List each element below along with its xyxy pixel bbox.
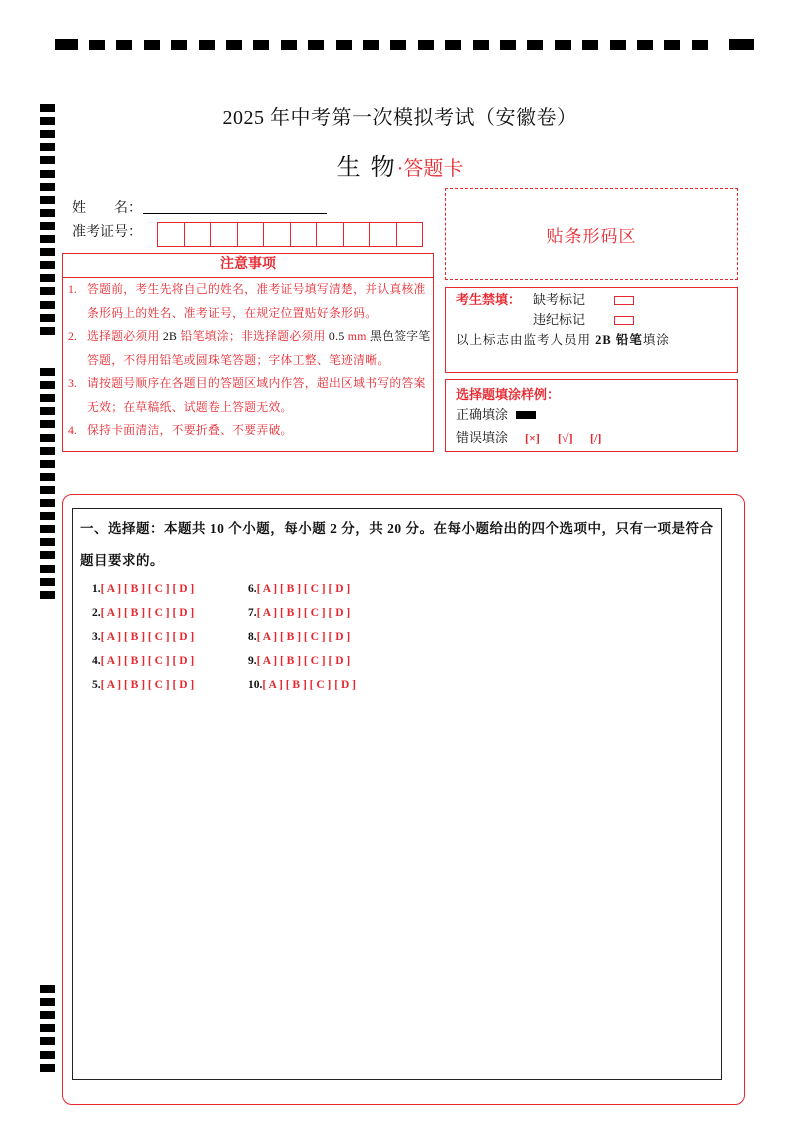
proctor-instruction-emphasis: 2B 铅笔 (595, 333, 643, 347)
question-row (92, 581, 194, 597)
note-text: 选择题必须用 (87, 329, 163, 343)
timing-mark (610, 40, 626, 50)
timing-mark (40, 130, 55, 138)
note-text-emphasis: 黑色签字笔 (370, 329, 431, 343)
timing-mark (40, 525, 55, 533)
notes-body (62, 277, 434, 452)
answer-options[interactable]: [ A ] [ B ] [ C ] [ D ] (100, 655, 195, 667)
timing-mark (40, 1011, 55, 1019)
question-row (248, 629, 350, 645)
timing-mark (582, 40, 598, 50)
timing-mark (40, 565, 55, 573)
name-field[interactable] (143, 213, 327, 214)
question-number: 6. (248, 583, 257, 595)
wrong-fill-check-example: [√] (558, 431, 573, 445)
timing-mark (116, 40, 132, 50)
question-row (248, 677, 356, 693)
question-row (248, 605, 350, 621)
timing-mark (40, 235, 55, 243)
timing-mark (664, 40, 680, 50)
timing-mark (40, 209, 55, 217)
exam-id-digit-box[interactable] (370, 223, 397, 246)
note-text: 答题，不得用铅笔或圆珠笔答题；字体工整、笔迹清晰。 (87, 352, 390, 367)
note-text: 保持卡面清洁，不要折叠、不要弄破。 (87, 423, 293, 437)
note-text-emphasis: 2B (162, 329, 178, 343)
exam-id-digit-box[interactable] (344, 223, 371, 246)
question-number: 1. (92, 583, 101, 595)
section-heading: 一、选择题：本题共 10 个小题，每小题 2 分，共 20 分。在每小题给出的四个选项中，只有一项是符合 (80, 521, 714, 536)
note-item-continued (63, 396, 433, 420)
timing-mark (40, 274, 55, 282)
timing-mark (40, 314, 55, 322)
timing-mark (40, 447, 55, 455)
exam-id-digit-box[interactable] (185, 223, 212, 246)
timing-mark (40, 287, 55, 295)
timing-mark (40, 551, 55, 559)
question-row (248, 581, 350, 597)
timing-mark (40, 591, 55, 599)
question-number: 7. (248, 607, 257, 619)
subject-name: 生 物 (336, 155, 397, 181)
exam-id-digit-box[interactable] (264, 223, 291, 246)
timing-mark (40, 512, 55, 520)
timing-mark (40, 499, 55, 507)
note-text-emphasis: 0.5 (328, 329, 345, 343)
timing-mark (144, 40, 160, 50)
answer-options[interactable]: [ A ] [ B ] [ C ] [ D ] (100, 583, 195, 595)
barcode-zone (445, 188, 738, 280)
question-number: 4. (92, 655, 101, 667)
timing-mark (363, 40, 379, 50)
timing-mark (40, 368, 55, 376)
answer-options[interactable]: [ A ] [ B ] [ C ] [ D ] (100, 679, 195, 691)
timing-mark (171, 40, 187, 50)
timing-mark (729, 39, 754, 50)
answer-options[interactable]: [ A ] [ B ] [ C ] [ D ] (256, 583, 351, 595)
question-number: 8. (248, 631, 257, 643)
proctor-only-label: 考生禁填： (456, 292, 522, 307)
absent-mark-box[interactable] (614, 296, 634, 305)
timing-mark (527, 40, 543, 50)
timing-mark (40, 538, 55, 546)
exam-id-digit-box[interactable] (397, 223, 423, 246)
timing-mark (40, 143, 55, 151)
timing-mark (40, 998, 55, 1006)
answer-options[interactable]: [ A ] [ B ] [ C ] [ D ] (100, 631, 195, 643)
timing-mark (308, 40, 324, 50)
timing-mark (555, 40, 571, 50)
barcode-zone-label: 贴条形码区 (546, 226, 637, 246)
note-text: mm (344, 329, 370, 343)
timing-mark (40, 985, 55, 993)
timing-mark (40, 183, 55, 191)
note-text: 答题前，考生先将自己的姓名，准考证号填写清楚，并认真核准 (87, 282, 426, 296)
question-row (92, 629, 194, 645)
exam-id-digit-box[interactable] (317, 223, 344, 246)
timing-mark (692, 40, 708, 50)
note-number: 1. (68, 282, 77, 296)
subject-heading (0, 152, 800, 187)
note-item-continued (63, 302, 433, 326)
correct-fill-label: 正确填涂 (456, 407, 509, 422)
timing-mark (40, 407, 55, 415)
timing-mark (40, 156, 55, 164)
timing-mark (40, 394, 55, 402)
exam-id-digit-box[interactable] (238, 223, 265, 246)
question-number: 2. (92, 607, 101, 619)
wrong-fill-cross-example: [×] (525, 431, 540, 445)
timing-mark (473, 40, 489, 50)
violation-mark-label: 违纪标记 (533, 312, 586, 327)
timing-mark (40, 1037, 55, 1045)
timing-mark (445, 40, 461, 50)
timing-mark (40, 1024, 55, 1032)
timing-mark (55, 39, 78, 50)
correct-fill-example (516, 411, 536, 419)
question-number: 10. (248, 679, 263, 691)
question-row (92, 677, 194, 693)
note-text: 铅笔填涂；非选择题必须用 (177, 329, 329, 343)
exam-id-digit-box[interactable] (291, 223, 318, 246)
note-item (63, 278, 433, 302)
timing-mark (40, 261, 55, 269)
answer-options[interactable]: [ A ] [ B ] [ C ] [ D ] (256, 655, 351, 667)
timing-mark (637, 40, 653, 50)
exam-id-label: 准考证号： (72, 225, 142, 240)
section-heading-continued: 题目要求的。 (80, 553, 164, 568)
note-item (63, 325, 433, 349)
answer-options[interactable]: [ A ] [ B ] [ C ] [ D ] (262, 679, 356, 691)
timing-mark (253, 40, 269, 50)
note-text: 无效；在草稿纸、试题卷上答题无效。 (87, 399, 293, 414)
answer-options[interactable]: [ A ] [ B ] [ C ] [ D ] (100, 607, 195, 619)
timing-mark (40, 248, 55, 256)
answer-options[interactable]: [ A ] [ B ] [ C ] [ D ] (256, 607, 351, 619)
timing-mark (40, 420, 55, 428)
timing-mark (40, 301, 55, 309)
timing-mark (40, 1051, 55, 1059)
timing-mark (418, 40, 434, 50)
absent-mark-label: 缺考标记 (533, 292, 586, 307)
notes-heading: 注意事项 (62, 253, 434, 278)
timing-mark (40, 170, 55, 178)
question-row (92, 605, 194, 621)
answer-options[interactable]: [ A ] [ B ] [ C ] [ D ] (256, 631, 351, 643)
timing-mark (390, 40, 406, 50)
timing-mark (89, 40, 105, 50)
note-item-continued (63, 349, 433, 373)
fill-sample-label: 选择题填涂样例： (456, 387, 561, 402)
timing-mark (226, 40, 242, 50)
note-item (63, 419, 433, 443)
name-label: 姓 名： (72, 201, 142, 216)
violation-mark-box[interactable] (614, 316, 634, 325)
exam-id-digit-box[interactable] (211, 223, 238, 246)
question-row (248, 653, 350, 669)
timing-mark (40, 1064, 55, 1072)
subject-suffix: ·答题卡 (396, 158, 464, 180)
exam-id-field[interactable] (157, 222, 423, 247)
timing-mark (40, 327, 55, 335)
timing-mark (40, 117, 55, 125)
proctor-instruction-text: 以上标志由监考人员用 (456, 333, 596, 347)
note-text: 条形码上的姓名、准考证号，在规定位置贴好条形码。 (87, 305, 378, 320)
note-number: 3. (68, 376, 77, 390)
timing-mark (40, 486, 55, 494)
note-text: 请按题号顺序在各题目的答题区域内作答，超出区域书写的答案 (87, 376, 426, 390)
proctor-instruction-text: 填涂 (642, 333, 670, 347)
wrong-fill-label: 错误填涂 (456, 430, 509, 445)
timing-mark (40, 196, 55, 204)
timing-mark (199, 40, 215, 50)
question-number: 9. (248, 655, 257, 667)
note-item (63, 372, 433, 396)
timing-mark (40, 578, 55, 586)
timing-mark (500, 40, 516, 50)
wrong-fill-slash-example: [/] (590, 431, 602, 445)
note-number: 4. (68, 423, 77, 437)
timing-mark (336, 40, 352, 50)
timing-mark (40, 381, 55, 389)
timing-mark (40, 222, 55, 230)
timing-mark (281, 40, 297, 50)
timing-mark (40, 434, 55, 442)
timing-mark (40, 104, 55, 112)
proctor-instruction (456, 332, 670, 348)
timing-mark (40, 460, 55, 468)
question-number: 3. (92, 631, 101, 643)
exam-id-digit-box[interactable] (158, 223, 185, 246)
question-row (92, 653, 194, 669)
question-number: 5. (92, 679, 101, 691)
exam-title: 2025 年中考第一次模拟考试（安徽卷） (222, 107, 578, 129)
note-number: 2. (68, 329, 77, 343)
timing-mark (40, 473, 55, 481)
